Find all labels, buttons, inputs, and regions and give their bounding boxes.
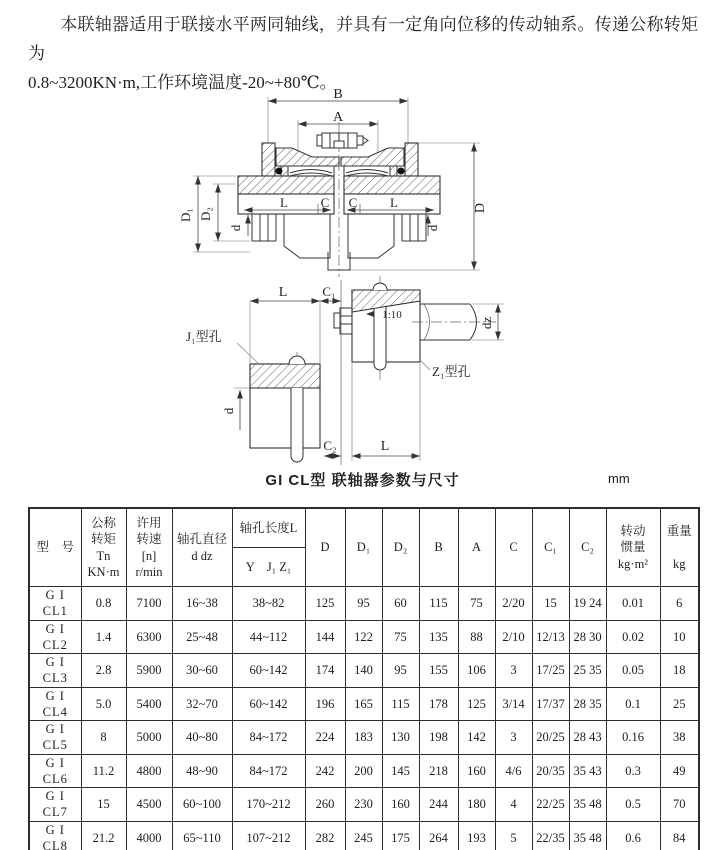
header-D1: D₁ <box>345 508 382 587</box>
value-cell: 60~142 <box>232 687 305 721</box>
z1-shaft <box>420 304 477 340</box>
value-cell: 140 <box>345 654 382 688</box>
value-cell: 35 48 <box>569 788 606 822</box>
value-cell: 20/25 <box>532 721 569 755</box>
value-cell: 84~172 <box>232 721 305 755</box>
value-cell: 0.02 <box>606 620 660 654</box>
value-cell: 170~212 <box>232 788 305 822</box>
header-B: B <box>419 508 458 587</box>
value-cell: 15 <box>532 587 569 621</box>
sleeve-plate-left <box>276 148 339 166</box>
value-cell: 224 <box>305 721 345 755</box>
dim-label-D1: D₁ <box>178 208 193 222</box>
value-cell: 5400 <box>126 687 172 721</box>
header-bore: 轴孔直径 d dz <box>172 508 232 587</box>
value-cell: 12/13 <box>532 620 569 654</box>
coupling-diagram <box>0 85 725 465</box>
label-z1-bore: Z₁型孔 <box>432 364 471 379</box>
value-cell: 32~70 <box>172 687 232 721</box>
value-cell: 15 <box>81 788 126 822</box>
value-cell: 70 <box>660 788 699 822</box>
j1-keyway <box>291 388 303 462</box>
header-bore-length: 轴孔长度L <box>232 508 305 548</box>
model-cell: G I CL7 <box>29 788 81 822</box>
value-cell: 144 <box>305 620 345 654</box>
value-cell: 198 <box>419 721 458 755</box>
model-cell: G I CL3 <box>29 654 81 688</box>
value-cell: 88 <box>458 620 495 654</box>
value-cell: 0.01 <box>606 587 660 621</box>
value-cell: 60~100 <box>172 788 232 822</box>
value-cell: 7100 <box>126 587 172 621</box>
dim-label-d-right: d <box>425 224 440 232</box>
intro-line1: 本联轴器适用于联接水平两同轴线，并具有一定角向位移的传动轴系。传递公称转矩为 <box>28 15 698 64</box>
value-cell: 6300 <box>126 620 172 654</box>
value-cell: 4/6 <box>495 754 532 788</box>
label-taper: 1:10 <box>382 309 402 321</box>
dim-label-C1: C₁ <box>322 284 336 299</box>
value-cell: 230 <box>345 788 382 822</box>
value-cell: 28 43 <box>569 721 606 755</box>
value-cell: 8 <box>81 721 126 755</box>
value-cell: 180 <box>458 788 495 822</box>
value-cell: 178 <box>419 687 458 721</box>
dim-label-L-top: L <box>278 285 288 300</box>
value-cell: 35 43 <box>569 754 606 788</box>
dim-label-dz: dz <box>479 316 494 330</box>
seal-left <box>276 168 283 175</box>
value-cell: 174 <box>305 654 345 688</box>
model-cell: G I CL8 <box>29 821 81 850</box>
value-cell: 0.6 <box>606 821 660 850</box>
value-cell: 160 <box>382 788 419 822</box>
dim-label-A: A <box>332 110 344 125</box>
bottom-view <box>186 276 504 465</box>
table-row <box>29 654 699 688</box>
value-cell: 20/35 <box>532 754 569 788</box>
table-row <box>29 754 699 788</box>
value-cell: 5900 <box>126 654 172 688</box>
value-cell: 155 <box>419 654 458 688</box>
hub-flange-right <box>344 176 440 194</box>
value-cell: 160 <box>458 754 495 788</box>
value-cell: 38 <box>660 721 699 755</box>
value-cell: 115 <box>419 587 458 621</box>
dim-label-C-right: C <box>348 195 358 210</box>
table-row <box>29 821 699 850</box>
header-A: A <box>458 508 495 587</box>
value-cell: 130 <box>382 721 419 755</box>
value-cell: 19 24 <box>569 587 606 621</box>
top-view <box>178 87 488 277</box>
value-cell: 75 <box>382 620 419 654</box>
value-cell: 115 <box>382 687 419 721</box>
value-cell: 196 <box>305 687 345 721</box>
value-cell: 175 <box>382 821 419 850</box>
unit-label: mm <box>608 471 630 486</box>
value-cell: 21.2 <box>81 821 126 850</box>
value-cell: 95 <box>382 654 419 688</box>
dim-label-L-bottom: L <box>380 439 390 454</box>
value-cell: 5 <box>495 821 532 850</box>
j1-hub-hatch <box>250 364 320 388</box>
value-cell: 95 <box>345 587 382 621</box>
model-cell: G I CL2 <box>29 620 81 654</box>
z1-plug <box>334 308 352 334</box>
value-cell: 3 <box>495 654 532 688</box>
value-cell: 145 <box>382 754 419 788</box>
value-cell: 6 <box>660 587 699 621</box>
hub-flange-left <box>238 176 334 194</box>
model-cell: G I CL4 <box>29 687 81 721</box>
value-cell: 44~112 <box>232 620 305 654</box>
dim-label-C-left: C <box>320 195 330 210</box>
value-cell: 244 <box>419 788 458 822</box>
value-cell: 135 <box>419 620 458 654</box>
header-model: 型 号 <box>29 508 81 587</box>
value-cell: 242 <box>305 754 345 788</box>
value-cell: 5000 <box>126 721 172 755</box>
value-cell: 65~110 <box>172 821 232 850</box>
value-cell: 35 48 <box>569 821 606 850</box>
value-cell: 0.1 <box>606 687 660 721</box>
value-cell: 17/37 <box>532 687 569 721</box>
dim-label-L-right: L <box>390 195 398 210</box>
dim-label-d-left: d <box>228 224 243 232</box>
dim-label-C2: C₂ <box>323 438 337 453</box>
value-cell: 218 <box>419 754 458 788</box>
value-cell: 40~80 <box>172 721 232 755</box>
header-weight: 重量 kg <box>660 508 699 587</box>
table-row <box>29 721 699 755</box>
value-cell: 282 <box>305 821 345 850</box>
value-cell: 260 <box>305 788 345 822</box>
value-cell: 0.16 <box>606 721 660 755</box>
value-cell: 4800 <box>126 754 172 788</box>
header-C2: C₂ <box>569 508 606 587</box>
header-C: C <box>495 508 532 587</box>
value-cell: 84~172 <box>232 754 305 788</box>
sleeve-rim-left <box>262 143 275 176</box>
value-cell: 122 <box>345 620 382 654</box>
dim-label-d-bottom: d <box>221 407 236 415</box>
value-cell: 3 <box>495 721 532 755</box>
header-torque: 公称 转矩 Tn KN·m <box>81 508 126 587</box>
header-bore-length-sub: Y J₁ Z₁ <box>232 548 305 587</box>
table-title: GI CL型 联轴器参数与尺寸 <box>265 472 460 489</box>
z1-key <box>373 283 387 290</box>
value-cell: 5.0 <box>81 687 126 721</box>
value-cell: 25 35 <box>569 654 606 688</box>
value-cell: 38~82 <box>232 587 305 621</box>
value-cell: 4000 <box>126 821 172 850</box>
value-cell: 75 <box>458 587 495 621</box>
value-cell: 2/10 <box>495 620 532 654</box>
table-row <box>29 687 699 721</box>
parameters-table <box>28 507 700 850</box>
model-cell: G I CL6 <box>29 754 81 788</box>
value-cell: 4500 <box>126 788 172 822</box>
value-cell: 0.5 <box>606 788 660 822</box>
sleeve-plate-right <box>341 148 404 166</box>
value-cell: 183 <box>345 721 382 755</box>
value-cell: 142 <box>458 721 495 755</box>
j1-key <box>289 356 305 364</box>
dim-label-D: D <box>473 202 488 214</box>
value-cell: 25~48 <box>172 620 232 654</box>
dim-label-B: B <box>333 87 343 102</box>
value-cell: 48~90 <box>172 754 232 788</box>
value-cell: 1.4 <box>81 620 126 654</box>
value-cell: 125 <box>305 587 345 621</box>
header-C1: C₁ <box>532 508 569 587</box>
value-cell: 4 <box>495 788 532 822</box>
value-cell: 17/25 <box>532 654 569 688</box>
value-cell: 0.05 <box>606 654 660 688</box>
value-cell: 25 <box>660 687 699 721</box>
value-cell: 3/14 <box>495 687 532 721</box>
value-cell: 10 <box>660 620 699 654</box>
value-cell: 107~212 <box>232 821 305 850</box>
header-D: D <box>305 508 345 587</box>
table-title-bar <box>0 469 725 495</box>
table-row <box>29 788 699 822</box>
model-cell: G I CL5 <box>29 721 81 755</box>
value-cell: 193 <box>458 821 495 850</box>
center-key <box>334 141 344 148</box>
value-cell: 264 <box>419 821 458 850</box>
dim-label-L-left: L <box>280 195 288 210</box>
header-speed: 许用 转速 [n] r/min <box>126 508 172 587</box>
seal-right <box>398 168 405 175</box>
value-cell: 18 <box>660 654 699 688</box>
table-row <box>29 587 699 621</box>
value-cell: 30~60 <box>172 654 232 688</box>
label-j1-bore: J₁型孔 <box>186 329 222 344</box>
value-cell: 22/35 <box>532 821 569 850</box>
value-cell: 0.3 <box>606 754 660 788</box>
value-cell: 22/25 <box>532 788 569 822</box>
header-D2: D₂ <box>382 508 419 587</box>
value-cell: 2/20 <box>495 587 532 621</box>
value-cell: 60 <box>382 587 419 621</box>
sleeve-rim-right <box>405 143 418 176</box>
model-cell: G I CL1 <box>29 587 81 621</box>
value-cell: 11.2 <box>81 754 126 788</box>
dim-label-D2: D₂ <box>198 207 213 221</box>
value-cell: 49 <box>660 754 699 788</box>
value-cell: 0.8 <box>81 587 126 621</box>
value-cell: 125 <box>458 687 495 721</box>
value-cell: 28 35 <box>569 687 606 721</box>
value-cell: 60~142 <box>232 654 305 688</box>
value-cell: 84 <box>660 821 699 850</box>
value-cell: 165 <box>345 687 382 721</box>
value-cell: 16~38 <box>172 587 232 621</box>
value-cell: 2.8 <box>81 654 126 688</box>
table-row <box>29 620 699 654</box>
header-inertia: 转动 惯量 kg·m² <box>606 508 660 587</box>
intro-line2: 0.8~3200KN·m,工作环境温度-20~+80℃。 <box>28 73 337 93</box>
value-cell: 200 <box>345 754 382 788</box>
value-cell: 245 <box>345 821 382 850</box>
value-cell: 106 <box>458 654 495 688</box>
value-cell: 28 30 <box>569 620 606 654</box>
